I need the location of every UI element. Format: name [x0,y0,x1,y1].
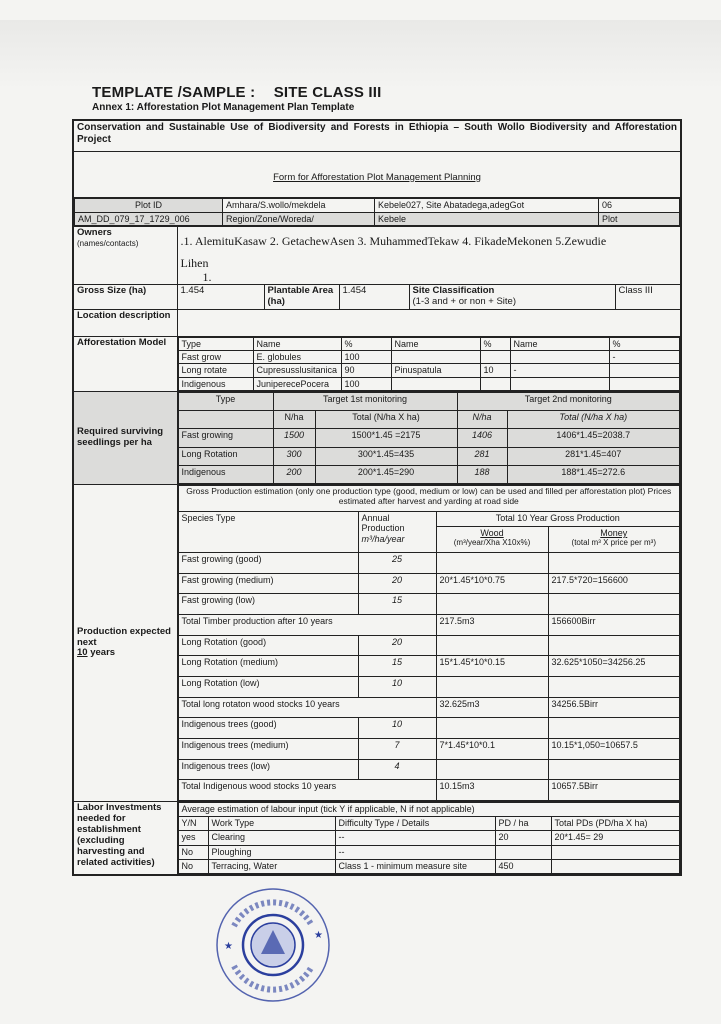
official-seal-icon [214,886,332,1004]
seedlings-nha-2: 281 [457,447,507,465]
production-intro: Gross Production estimation (only one production type (good, medium or low) can be used and filled per afforestation plot) Prices estimated after harvest and yarding at road side [178,485,680,511]
production-species: Long Rotation (good) [178,635,358,656]
model-species: E. globules [253,350,341,363]
model-row [178,377,680,390]
owners-value-cell [177,227,681,285]
production-row [178,718,680,739]
plot-id-label: Plot ID [75,199,223,213]
owners-names: .1. AlemituKasaw 2. GetachewAsen 3. MuhammedTekaw 4. FikadeMekonen 5.Zewudie [180,234,607,248]
model-species-3 [510,377,609,390]
production-wood: 7*1.45*10*0.1 [436,738,548,759]
seedlings-row [178,429,680,447]
production-money [548,594,680,615]
production-row [178,738,680,759]
production-header-annual [358,511,436,552]
production-annual: 15 [358,656,436,677]
labor-header-yn: Y/N [178,817,208,831]
seedlings-header-type: Type [178,392,273,410]
model-pct-3: - [609,350,680,363]
production-money [548,635,680,656]
labor-header-work-type: Work Type [208,817,335,831]
labor-total-pds [551,859,680,873]
production-species: Indigenous trees (good) [178,718,358,739]
model-pct-2: 10 [480,364,510,377]
labor-row [178,859,680,873]
model-type: Fast grow [178,350,253,363]
model-type: Indigenous [178,377,253,390]
production-species: Fast growing (low) [178,594,358,615]
site-classification-cell [409,284,615,309]
owners-label-cell [73,227,177,285]
production-table [178,485,681,801]
labor-work-type: Ploughing [208,845,335,859]
site-classification-value: Class III [615,284,681,309]
production-species: Total Timber production after 10 years [178,614,436,635]
seedlings-total-1: 300*1.45=435 [315,447,457,465]
production-annual: 20 [358,573,436,594]
labor-work-type: Clearing [208,831,335,845]
labor-yn: No [178,845,208,859]
model-species-2 [391,377,480,390]
production-money: 10.15*1,050=10657.5 [548,738,680,759]
plantable-area-value: 1.454 [339,284,409,309]
production-annual: 4 [358,759,436,780]
labor-yn: No [178,859,208,873]
labor-total-pds [551,845,680,859]
labor-header-total-pds: Total PDs (PD/ha X ha) [551,817,680,831]
model-pct-3 [609,364,680,377]
seedlings-header-total-1: Total (N/ha X ha) [315,411,457,429]
seedlings-total-2: 281*1.45=407 [507,447,680,465]
production-money: 156600Birr [548,614,680,635]
production-money [548,553,680,574]
owners-label: Owners [77,227,112,238]
afforestation-model-table [178,337,681,391]
plot-label: Plot [599,212,680,226]
model-species: Cupresusslusitanica [253,364,341,377]
money-header-text: Money [600,528,628,539]
location-label: Location description [73,309,177,336]
kebele-label: Kebele [375,212,599,226]
production-money: 34256.5Birr [548,697,680,718]
production-row [178,656,680,677]
labor-work-type: Terracing, Water [208,859,335,873]
plot-number-value: 06 [599,199,680,213]
production-label-years: 10 [77,647,88,659]
annual-header-text: Annual Production [361,512,405,534]
model-header-type: Type [178,337,253,350]
seedlings-type: Long Rotation [178,447,273,465]
production-annual: 10 [358,676,436,697]
model-species-2 [391,350,480,363]
production-species: Indigenous trees (low) [178,759,358,780]
owners-sublabel: (names/contacts) [77,238,139,248]
production-row [178,553,680,574]
production-total-row [178,697,680,718]
model-row [178,364,680,377]
production-wood [436,676,548,697]
labor-row [178,845,680,859]
seedlings-nha-2: 188 [457,465,507,483]
production-header-total: Total 10 Year Gross Production [436,511,680,526]
labor-yn: yes [178,831,208,845]
seedlings-nha-1: 1500 [273,429,315,447]
production-annual: 10 [358,718,436,739]
production-money [548,718,680,739]
production-header-species: Species Type [178,511,358,552]
seedlings-type: Fast growing [178,429,273,447]
seedlings-row [178,447,680,465]
production-species: Total long rotaton wood stocks 10 years [178,697,436,718]
seedlings-nha-1: 200 [273,465,315,483]
model-header-pct-2: % [480,337,510,350]
production-money [548,676,680,697]
model-header-pct-1: % [341,337,391,350]
model-pct: 100 [341,350,391,363]
production-row [178,676,680,697]
production-species: Long Rotation (low) [178,676,358,697]
labor-header-pd-ha: PD / ha [495,817,551,831]
seedlings-label: Required surviving seedlings per ha [73,391,177,484]
model-species-2: Pinuspatula [391,364,480,377]
seedlings-header-total-2: Total (N/ha X ha) [507,411,680,429]
model-pct: 100 [341,377,391,390]
production-money [548,759,680,780]
afforestation-model-label: Afforestation Model [73,336,177,391]
region-label: Region/Zone/Woreda/ [223,212,375,226]
production-wood [436,553,548,574]
production-wood: 217.5m3 [436,614,548,635]
plot-id-value: AM_DD_079_17_1729_006 [75,212,223,226]
production-row [178,635,680,656]
model-row [178,350,680,363]
production-annual: 20 [358,635,436,656]
labor-table [178,802,681,874]
model-species-3 [510,350,609,363]
production-header-wood [436,527,548,553]
production-annual: 15 [358,594,436,615]
site-class-title: SITE CLASS III [273,84,382,101]
seedlings-header-nha-1: N/ha [273,411,315,429]
production-row [178,759,680,780]
production-row [178,594,680,615]
production-money: 32.625*1050=34256.25 [548,656,680,677]
seedlings-table [178,392,681,484]
document-title [92,84,382,101]
owners-list-marker: 1. [202,269,212,284]
model-pct-3 [609,377,680,390]
production-total-row [178,780,680,801]
labor-pd-ha: 20 [495,831,551,845]
wood-header-unit: (m³/year/Xha X10x%) [453,538,531,548]
page-shade [0,20,721,90]
project-name: Conservation and Sustainable Use of Biodiversity and Forests in Ethiopia – South Wollo Biodiversity and Afforestation Project [73,120,681,152]
production-species: Indigenous trees (medium) [178,738,358,759]
production-wood: 10.15m3 [436,780,548,801]
seedlings-row [178,465,680,483]
seedlings-nha-1: 300 [273,447,315,465]
production-label [73,484,177,801]
production-wood [436,759,548,780]
annual-header-unit: m³/ha/year [361,533,405,544]
labor-difficulty: -- [335,831,495,845]
production-money: 10657.5Birr [548,780,680,801]
seedlings-header-blank [178,411,273,429]
model-pct-2 [480,377,510,390]
wood-header-text: Wood [480,528,504,539]
production-wood [436,718,548,739]
owners-names-cont: Lihen [180,255,209,270]
labor-difficulty: Class 1 - minimum measure site [335,859,495,873]
svg-text:★: ★ [314,930,323,941]
production-wood: 15*1.45*10*0.15 [436,656,548,677]
location-value [177,309,681,336]
production-annual: 25 [358,553,436,574]
production-species: Fast growing (good) [178,553,358,574]
site-classification-label: Site Classification [412,284,495,296]
plantable-area-label: Plantable Area (ha) [264,284,339,309]
production-species: Fast growing (medium) [178,573,358,594]
production-wood: 32.625m3 [436,697,548,718]
seedlings-header-target-1: Target 1st monitoring [273,392,457,410]
site-classification-hint: (1-3 and + or non + Site) [412,295,517,307]
seedlings-total-1: 1500*1.45 =2175 [315,429,457,447]
production-annual: 7 [358,738,436,759]
labor-row [178,831,680,845]
production-total-row [178,614,680,635]
labor-label: Labor Investments needed for establishment (excluding harvesting and related activities) [73,801,177,875]
svg-text:★: ★ [224,941,233,952]
seedlings-nha-2: 1406 [457,429,507,447]
seedlings-header-nha-2: N/ha [457,411,507,429]
model-type: Long rotate [178,364,253,377]
model-pct-2 [480,350,510,363]
gross-size-value: 1.454 [177,284,264,309]
model-pct: 90 [341,364,391,377]
production-species: Long Rotation (medium) [178,656,358,677]
labor-pd-ha [495,845,551,859]
annex-subtitle: Annex 1: Afforestation Plot Management Plan Template [92,102,355,113]
region-value: Amhara/S.wollo/mekdela [223,199,375,213]
production-wood: 20*1.45*10*0.75 [436,573,548,594]
model-species: JuniperecePocera [253,377,341,390]
form-title: Form for Afforestation Plot Management Planning [73,152,681,198]
production-row [178,573,680,594]
title-text: TEMPLATE /SAMPLE : [92,84,256,101]
labor-total-pds: 20*1.45= 29 [551,831,680,845]
production-wood [436,635,548,656]
seedlings-total-2: 188*1.45=272.6 [507,465,680,483]
labor-intro: Average estimation of labour input (tick Y if applicable, N if not applicable) [178,802,680,816]
model-species-3: - [510,364,609,377]
model-header-pct-3: % [609,337,680,350]
production-label-text: Production expected next [77,625,171,648]
plan-form-table [72,119,682,876]
seedlings-header-target-2: Target 2nd monitoring [457,392,680,410]
model-header-name-3: Name [510,337,609,350]
model-header-name-1: Name [253,337,341,350]
labor-pd-ha: 450 [495,859,551,873]
money-header-unit: (total m³ X price per m³) [571,538,656,548]
production-money: 217.5*720=156600 [548,573,680,594]
production-label-suffix: years [87,647,116,659]
seedlings-type: Indigenous [178,465,273,483]
gross-size-label: Gross Size (ha) [73,284,177,309]
seedlings-total-2: 1406*1.45=2038.7 [507,429,680,447]
production-species: Total Indigenous wood stocks 10 years [178,780,436,801]
labor-header-difficulty: Difficulty Type / Details [335,817,495,831]
production-header-money [548,527,680,553]
production-wood [436,594,548,615]
labor-difficulty: -- [335,845,495,859]
plot-info-table [74,198,680,226]
seedlings-total-1: 200*1.45=290 [315,465,457,483]
model-header-name-2: Name [391,337,480,350]
kebele-value: Kebele027, Site Abatadega,adegGot [375,199,599,213]
